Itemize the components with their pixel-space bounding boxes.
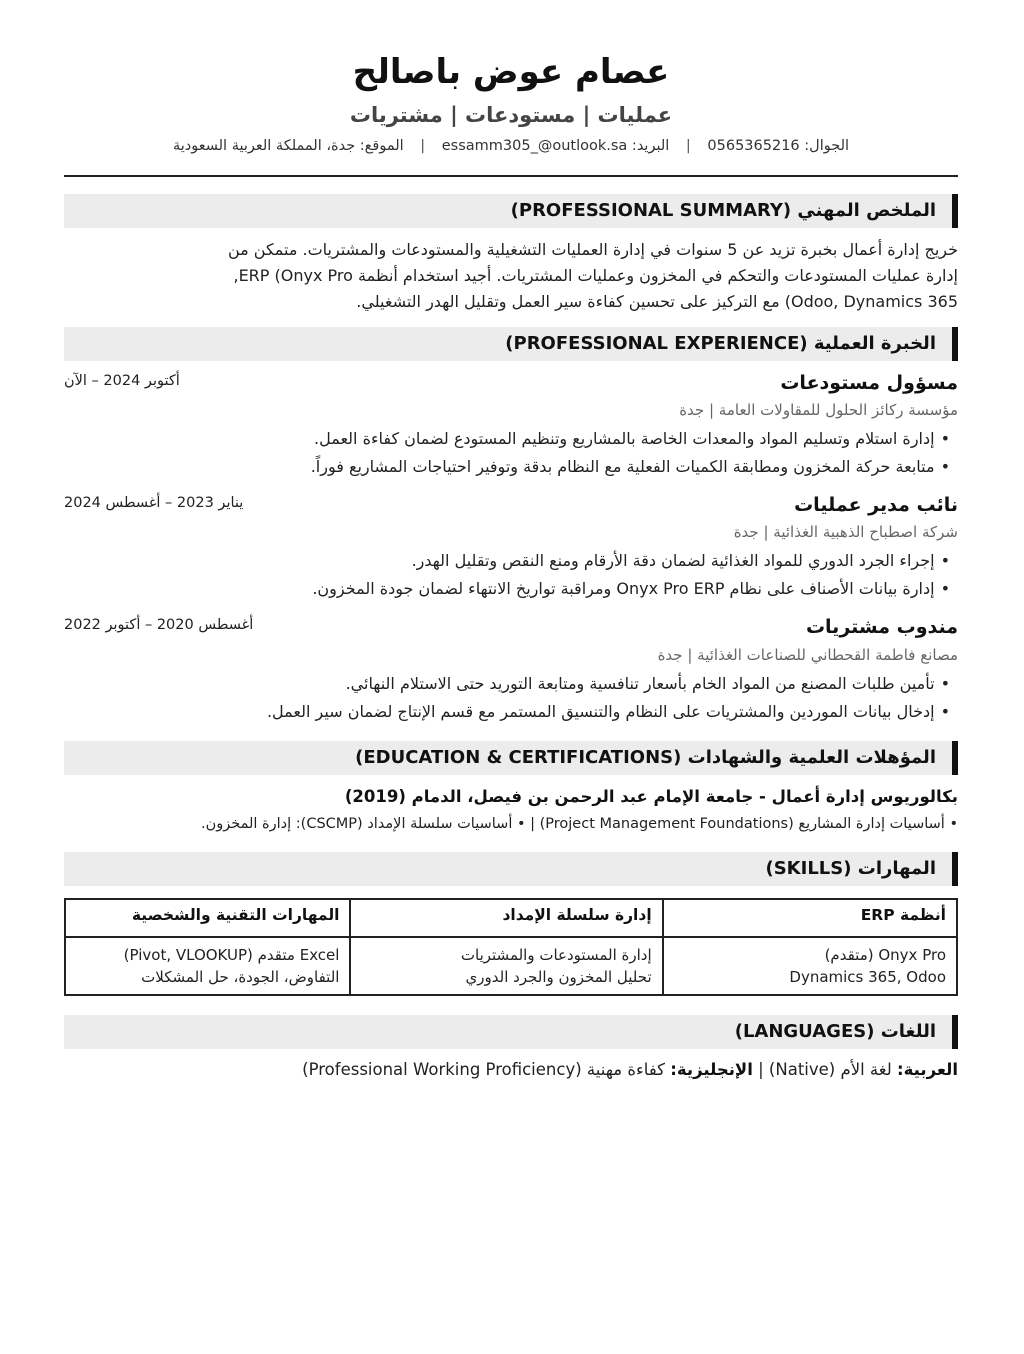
- summary-heading: الملخص المهني (PROFESSIONAL SUMMARY): [510, 200, 936, 221]
- skills-cell: [65, 937, 350, 995]
- job-organization: مؤسسة ركائز الحلول للمقاولات العامة | جدة: [679, 401, 958, 419]
- job-bullet: • إدخال بيانات الموردين والمشتريات على النظام والتنسيق المستمر مع قسم الإنتاج لضمان سير العمل.: [267, 702, 950, 721]
- skills-heading-bar: [64, 852, 958, 886]
- skills-cell-line: Excel متقدم (Pivot, VLOOKUP): [123, 946, 340, 964]
- job-bullet: • إدارة استلام وتسليم المواد والمعدات الخاصة بالمشاريع وتنظيم المستودع لضمان كفاءة العمل.: [314, 429, 950, 448]
- summary-line: إدارة عمليات المستودعات والتحكم في المخزون وعمليات المشتريات. أجيد استخدام أنظمة ERP (Onyx Pro,: [233, 266, 958, 285]
- skills-column-header: إدارة سلسلة الإمداد: [350, 899, 662, 937]
- job-organization: شركة اصطباح الذهبية الغذائية | جدة: [733, 523, 958, 541]
- job-title: نائب مدير عمليات: [794, 494, 958, 516]
- contact-line: [64, 138, 958, 154]
- languages-line: [302, 1060, 958, 1079]
- skills-cell: [350, 937, 662, 995]
- language-english-level: كفاءة مهنية (Professional Working Proficiency): [302, 1060, 666, 1079]
- skills-cell-line: Dynamics 365, Odoo: [789, 968, 946, 986]
- summary-heading-bar: [64, 194, 958, 228]
- job-date: أغسطس 2020 – أكتوبر 2022: [64, 617, 254, 633]
- job-bullet: • متابعة حركة المخزون ومطابقة الكميات الفعلية مع النظام بدقة وتوفير احتياجات المشاريع فوراً.: [311, 457, 950, 476]
- contact-separator: |: [685, 138, 691, 154]
- education-certifications: • أساسيات إدارة المشاريع (Project Management Foundations) | • أساسيات سلسلة الإمداد (CSCMP): إدارة المخزون.: [201, 816, 958, 832]
- summary-line: Odoo, Dynamics 365) مع التركيز على تحسين كفاءة سير العمل وتقليل الهدر التشغيلي.: [356, 292, 958, 311]
- job-organization: مصانع فاطمة القحطاني للصناعات الغذائية | جدة: [657, 646, 958, 664]
- skills-cell-line: إدارة المستودعات والمشتريات: [460, 946, 652, 964]
- skills-cell-line: التفاوض، الجودة، حل المشكلات: [141, 968, 340, 986]
- skills-column-header: أنظمة ERP: [663, 899, 957, 937]
- experience-heading: الخبرة العملية (PROFESSIONAL EXPERIENCE): [505, 333, 936, 354]
- job-title: مندوب مشتريات: [805, 616, 958, 638]
- candidate-name: عصام عوض باصالح: [352, 52, 670, 92]
- job-title: مسؤول مستودعات: [780, 372, 958, 394]
- job-bullet: • تأمين طلبات المصنع من المواد الخام بأسعار تنافسية ومتابعة التوريد حتى الاستلام النهائي.: [346, 674, 950, 693]
- header-divider: [64, 175, 958, 177]
- language-arabic-label: العربية:: [897, 1060, 958, 1079]
- contact-phone: الجوال: 0565365216: [707, 138, 850, 154]
- contact-email: البريد: essamm305_@outlook.sa: [441, 138, 670, 154]
- skills-column-header: المهارات التقنية والشخصية: [65, 899, 350, 937]
- language-arabic-level: لغة الأم (Native) |: [758, 1060, 892, 1079]
- education-heading-bar: [64, 741, 958, 775]
- skills-heading: المهارات (SKILLS): [765, 858, 936, 879]
- job-bullet: • إدارة بيانات الأصناف على نظام Onyx Pro ERP ومراقبة تواريخ الانتهاء لضمان جودة المخزون.: [312, 579, 950, 598]
- skills-cell-line: Onyx Pro (متقدم): [824, 946, 946, 964]
- skills-table: [64, 898, 958, 996]
- skills-table-row: [65, 937, 957, 995]
- candidate-subtitle: عمليات | مستودعات | مشتريات: [349, 103, 673, 127]
- contact-location: الموقع: جدة، المملكة العربية السعودية: [172, 138, 404, 154]
- education-heading: المؤهلات العلمية والشهادات (EDUCATION & CERTIFICATIONS): [355, 747, 936, 768]
- skills-cell-line: تحليل المخزون والجرد الدوري: [465, 968, 652, 986]
- job-date: يناير 2023 – أغسطس 2024: [64, 495, 244, 511]
- summary-text: [64, 237, 958, 315]
- summary-line: خريج إدارة أعمال بخبرة تزيد عن 5 سنوات في إدارة العمليات التشغيلية والمستودعات والمشتريات. متمكن من: [227, 240, 958, 259]
- job-date: أكتوبر 2024 – الآن: [64, 373, 180, 389]
- languages-heading: اللغات (LANGUAGES): [734, 1021, 936, 1042]
- language-english-label: الإنجليزية:: [670, 1060, 753, 1079]
- contact-separator: |: [420, 138, 426, 154]
- skills-cell: [663, 937, 957, 995]
- job-bullet: • إجراء الجرد الدوري للمواد الغذائية لضمان دقة الأرقام ومنع النقص وتقليل الهدر.: [412, 551, 950, 570]
- education-degree: بكالوريوس إدارة أعمال - جامعة الإمام عبد الرحمن بن فيصل، الدمام (2019): [344, 787, 958, 806]
- languages-heading-bar: [64, 1015, 958, 1049]
- skills-table-header-row: [65, 899, 957, 937]
- experience-heading-bar: [64, 327, 958, 361]
